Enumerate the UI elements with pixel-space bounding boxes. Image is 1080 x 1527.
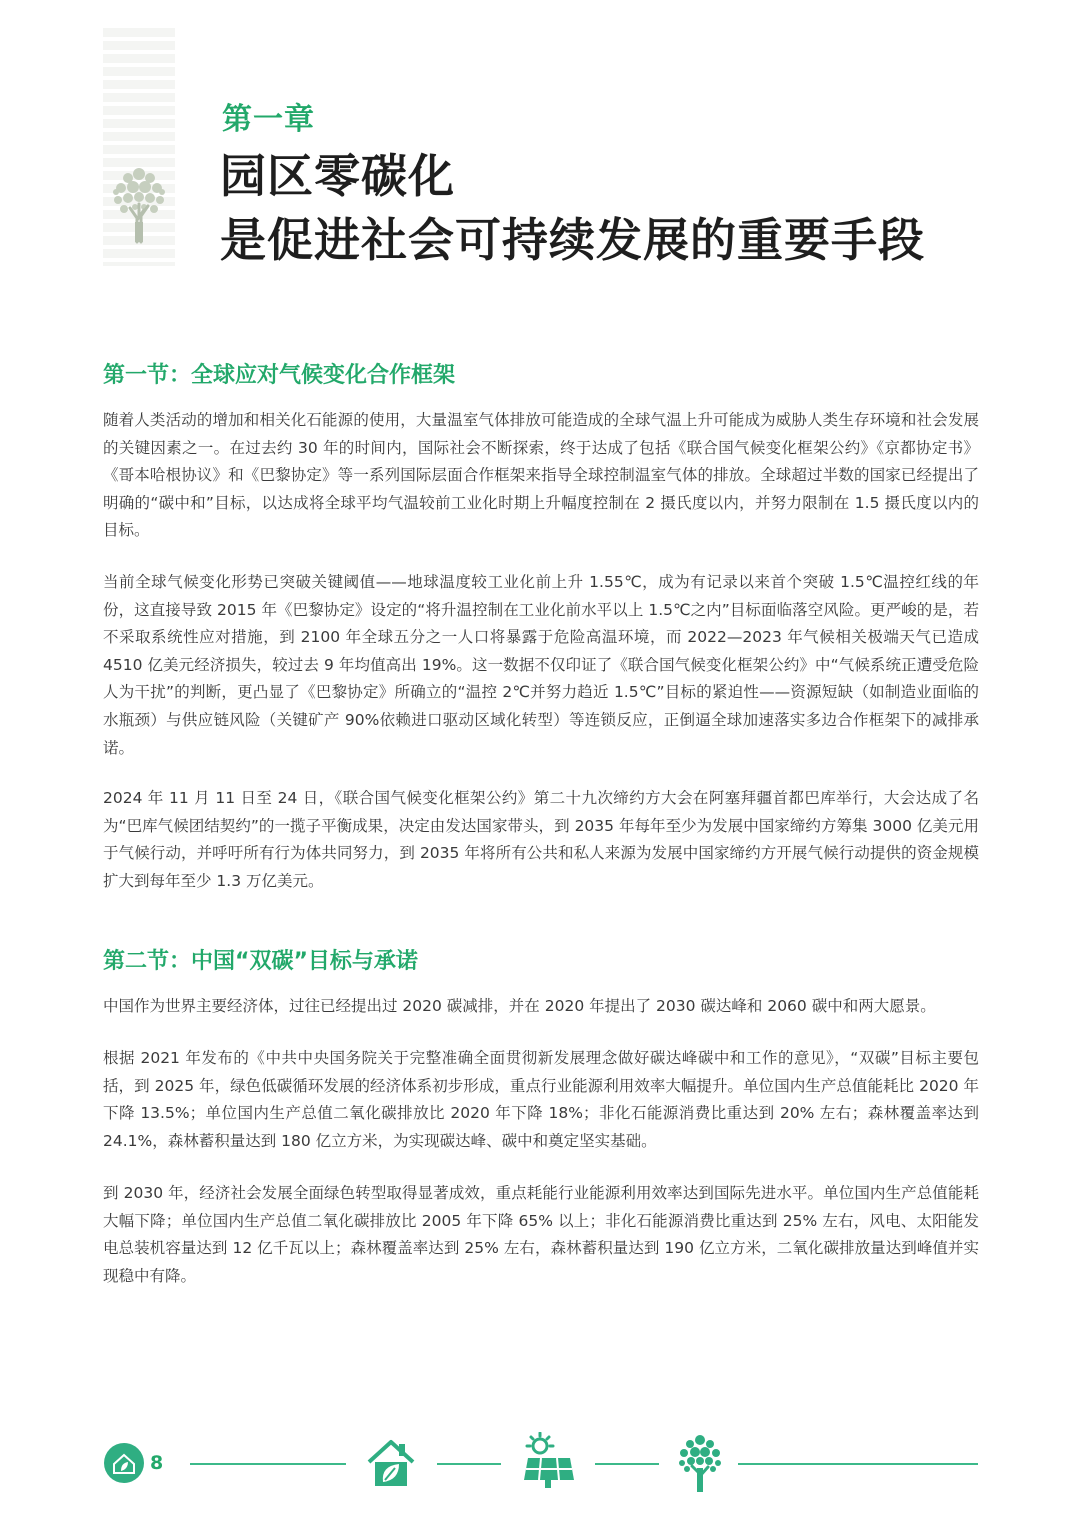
- footer-divider: [738, 1463, 978, 1465]
- section-heading-2: 第二节：中国“双碳”目标与承诺: [103, 949, 418, 974]
- section1-paragraph-3: [103, 785, 979, 895]
- section-heading-1: 第一节：全球应对气候变化合作框架: [103, 363, 456, 388]
- section1-paragraph-2: [103, 569, 979, 762]
- house-leaf-icon: [103, 1442, 145, 1484]
- section2-paragraph-2: [103, 1045, 979, 1155]
- tree-icon: [108, 160, 170, 244]
- solar-panel-icon: [520, 1432, 576, 1492]
- chapter-title: [220, 144, 925, 272]
- section2-paragraph-1: [103, 993, 979, 1021]
- paragraph-text: 当前全球气候变化形势已突破关键阈值——地球温度较工业化前上升 1.55℃，成为有记录以来首个突破 1.5℃温控红线的年份，这直接导致 2015 年《巴黎协定》设定的“将升温控制在工业化前水平以上 1.5℃之内”目标面临落空风险。更严峻的是，若不采取系统性应对措施，到 2100 年全球五分之一人口将暴露于危险高温环境，而 2022—2023 年气候相关极端天气已造成 4510 亿美元经济损失，较过去 9 年均值高出 19%。这一数据不仅印证了《联合国气候变化框架公约》中“气候系统正遭受危险人为干扰”的判断，更凸显了《巴黎协定》所确立的“温控 2℃并努力趋近 1.5℃”目标的紧迫性——资源短缺（如制造业面临的水瓶颈）与供应链风险（关键矿产 90%依赖进口驱动区域化转型）等连锁反应，正倒逼全球加速落实多边合作框架下的减排承诺。: [103, 573, 979, 757]
- section1-paragraph-1: [103, 407, 979, 545]
- page-number: 8: [150, 1452, 164, 1474]
- paragraph-text: 2024 年 11 月 11 日至 24 日，《联合国气候变化框架公约》第二十九次缔约方大会在阿塞拜疆首都巴库举行，大会达成了名为“巴库气候团结契约”的一揽子平衡成果，决定由发达国家带头，到 2035 年每年至少为发展中国家缔约方筹集 3000 亿美元用于气候行动，并呼吁所有行为体共同努力，到 2035 年将所有公共和私人来源为发展中国家缔约方开展气候行动提供的资金规模扩大到每年至少 1.3 万亿美元。: [103, 789, 979, 890]
- footer-divider: [437, 1463, 501, 1465]
- paragraph-text: 根据 2021 年发布的《中共中央国务院关于完整准确全面贯彻新发展理念做好碳达峰碳中和工作的意见》，“双碳”目标主要包括，到 2025 年，绿色低碳循环发展的经济体系初步形成，重点行业能源利用效率大幅提升。单位国内生产总值能耗比 2020 年下降 13.5%；单位国内生产总值二氧化碳排放比 2020 年下降 18%；非化石能源消费比重达到 20% 左右；森林覆盖率达到 24.1%，森林蓄积量达到 180 亿立方米，为实现碳达峰、碳中和奠定坚实基础。: [103, 1049, 979, 1150]
- footer-divider: [190, 1463, 346, 1465]
- section2-paragraph-3: [103, 1180, 979, 1290]
- tree-icon: [675, 1432, 725, 1494]
- paragraph-text: 到 2030 年，经济社会发展全面绿色转型取得显著成效，重点耗能行业能源利用效率达到国际先进水平。单位国内生产总值能耗大幅下降；单位国内生产总值二氧化碳排放比 2005 年下降 65% 以上；非化石能源消费比重达到 25% 左右，风电、太阳能发电总装机容量达到 12 亿千瓦以上；森林覆盖率达到 25% 左右，森林蓄积量达到 190 亿立方米，二氧化碳排放量达到峰值并实现稳中有降。: [103, 1184, 979, 1285]
- eco-house-icon: [365, 1436, 417, 1490]
- paragraph-text: 中国作为世界主要经济体，过往已经提出过 2020 碳减排，并在 2020 年提出了 2030 碳达峰和 2060 碳中和两大愿景。: [103, 997, 936, 1015]
- chapter-title-line-2: 是促进社会可持续发展的重要手段: [220, 213, 925, 267]
- footer-divider: [595, 1463, 659, 1465]
- paragraph-text: 随着人类活动的增加和相关化石能源的使用，大量温室气体排放可能造成的全球气温上升可能成为威胁人类生存环境和社会发展的关键因素之一。在过去约 30 年的时间内，国际社会不断探索，终于达成了包括《联合国气候变化框架公约》《京都协定书》《哥本哈根协议》和《巴黎协定》等一系列国际层面合作框架来指导全球控制温室气体的排放。全球超过半数的国家已经提出了明确的“碳中和”目标，以达成将全球平均气温较前工业化时期上升幅度控制在 2 摄氏度以内，并努力限制在 1.5 摄氏度以内的目标。: [103, 411, 979, 540]
- chapter-label: 第一章: [222, 102, 315, 137]
- chapter-title-line-1: 园区零碳化: [220, 149, 455, 203]
